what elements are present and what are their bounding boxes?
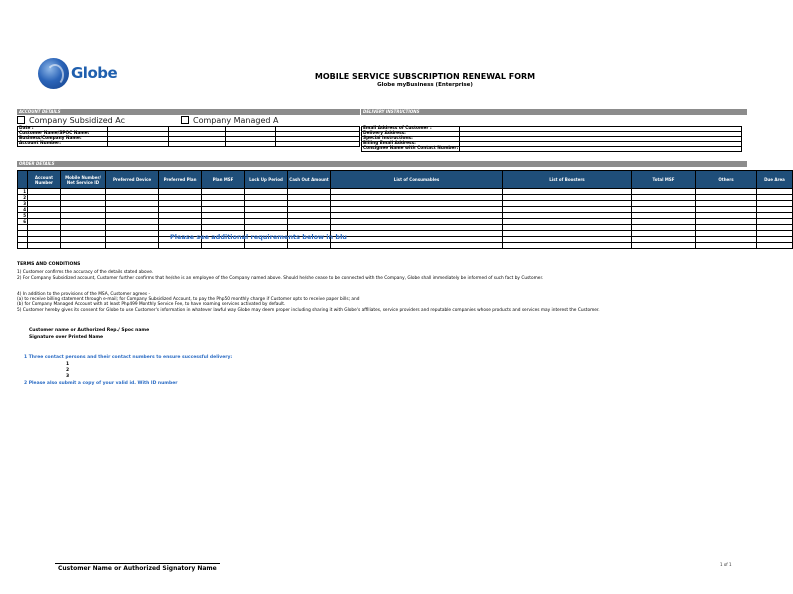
order-cell[interactable] bbox=[106, 243, 159, 249]
header-mobile-number: Mobile Number/ Net Service ID bbox=[61, 171, 106, 189]
header-list-of-consumables: List of Consumables bbox=[331, 171, 503, 189]
delivery-field-label: Consignee Name with Contact Number: bbox=[363, 146, 459, 151]
globe-icon bbox=[38, 58, 69, 89]
logo-text: Globe bbox=[71, 64, 118, 82]
order-row-number: 2 bbox=[18, 195, 28, 201]
order-row-number: 1 bbox=[18, 189, 28, 195]
delivery-row bbox=[362, 147, 742, 152]
account-field-label: Customer Name/SPOC Name: bbox=[18, 132, 108, 137]
header-account-number: Account Number bbox=[28, 171, 61, 189]
option-company-subsidized[interactable] bbox=[17, 116, 125, 125]
delivery-field-label: Special Instructions: bbox=[362, 137, 460, 142]
order-cell[interactable] bbox=[159, 243, 202, 249]
requirement-valid-id: 2 Please also submit a copy of your valid id. With ID number bbox=[24, 381, 178, 386]
account-field-input[interactable] bbox=[226, 142, 276, 147]
signature-printed-label: Signature over Printed Name bbox=[29, 335, 104, 340]
delivery-field-label: Delivery Address: bbox=[362, 132, 460, 137]
page-number: 1 of 1 bbox=[720, 562, 732, 567]
account-field-input[interactable] bbox=[276, 142, 360, 147]
terms-line: (b) for Company Managed Account with at least Php499 Monthly Service Fee, to have roaming services activated by default. bbox=[17, 302, 286, 307]
header-due-area: Due Area bbox=[757, 171, 793, 189]
option-company-managed-label: Company Managed A bbox=[193, 116, 279, 125]
contact-number: 3 bbox=[66, 374, 70, 379]
terms-line: 4) In addition to the provisions of the MSA, Customer agrees - bbox=[17, 292, 151, 297]
globe-logo bbox=[38, 58, 118, 90]
header-preferred-device: Preferred Device bbox=[106, 171, 159, 189]
row-number-header bbox=[18, 171, 28, 189]
terms-line: 2) For Company Subsidized account, Customer further confirms that he/she is an employee of the Company named above. Should he/she cease to be connected with the Company, Globe shall immediately be informed of such fact by Customer. bbox=[17, 276, 544, 281]
option-company-subsidized-label: Company Subsidized Ac bbox=[29, 116, 125, 125]
terms-line: 1) Customer confirms the accuracy of the details stated above. bbox=[17, 270, 154, 275]
order-cell[interactable] bbox=[331, 243, 503, 249]
account-field-label: Account Number: bbox=[18, 142, 108, 147]
header-preferred-plan: Preferred Plan bbox=[159, 171, 202, 189]
header-others: Others bbox=[696, 171, 757, 189]
terms-line: (a) to receive billing statement through e-mail; for Company Subsidized Account, to pay the Php50 monthly charge if Customer opts to receive paper bills; and bbox=[17, 297, 360, 302]
order-cell[interactable] bbox=[503, 243, 632, 249]
order-cell[interactable] bbox=[288, 243, 331, 249]
order-cell[interactable] bbox=[632, 243, 696, 249]
additional-requirements-note: Please see additional requirements below in blu bbox=[170, 233, 347, 241]
order-details-table bbox=[17, 170, 793, 249]
delivery-field-label: Email Address of Customer : bbox=[362, 127, 460, 132]
delivery-field-input[interactable] bbox=[460, 147, 742, 152]
header-plan-msf: Plan MSF bbox=[202, 171, 245, 189]
order-row-number bbox=[18, 243, 28, 249]
terms-heading: TERMS AND CONDITIONS bbox=[17, 262, 81, 267]
order-cell[interactable] bbox=[28, 243, 61, 249]
order-row-number: 3 bbox=[18, 201, 28, 207]
footer-signatory-label: Customer Name or Authorized Signatory Name bbox=[58, 565, 217, 572]
delivery-field-label: Billing Email Address: bbox=[362, 142, 460, 147]
form-title: MOBILE SERVICE SUBSCRIPTION RENEWAL FORM bbox=[314, 72, 536, 81]
terms-line: 5) Customer hereby gives its consent for Globe to use Customer's information in whatever lawful way Globe may deem proper including sharing it with Globe's affiliates, service providers and reputable companies whose products and services may interest the Customer. bbox=[17, 308, 600, 313]
account-field-input[interactable] bbox=[169, 142, 226, 147]
header-cash-out-amount: Cash Out Amount bbox=[288, 171, 331, 189]
account-field-label: Business/Company Name: bbox=[18, 137, 108, 142]
form-subtitle: Globe myBusiness (Enterprise) bbox=[377, 82, 473, 88]
account-field-label: Date : bbox=[18, 127, 108, 132]
delivery-instructions-table bbox=[361, 126, 742, 152]
order-cell[interactable] bbox=[696, 243, 757, 249]
order-cell[interactable] bbox=[61, 243, 106, 249]
order-rows bbox=[18, 189, 793, 249]
order-row bbox=[18, 243, 793, 249]
account-field-input[interactable] bbox=[108, 142, 169, 147]
signature-line bbox=[55, 563, 220, 564]
order-row-number: 6 bbox=[18, 219, 28, 225]
header-list-of-boosters: List of Boosters bbox=[503, 171, 632, 189]
delivery-instructions-bar: DELIVERY INSTRUCTIONS bbox=[361, 109, 747, 115]
header-lock-up-period: Lock Up Period bbox=[245, 171, 288, 189]
order-cell[interactable] bbox=[245, 243, 288, 249]
requirement-contacts: 1 Three contact persons and their contact numbers to ensure successful delivery: bbox=[24, 355, 233, 360]
option-company-managed[interactable] bbox=[181, 116, 279, 125]
signature-name-label: Customer name or Authorized Rep./ Spoc name bbox=[29, 328, 150, 333]
contact-number: 2 bbox=[66, 368, 70, 373]
checkbox-icon[interactable] bbox=[181, 116, 189, 124]
order-cell[interactable] bbox=[757, 243, 793, 249]
order-header-row bbox=[18, 171, 793, 189]
account-details-bar: ACCOUNT DETAILS bbox=[17, 109, 360, 115]
account-details-table bbox=[17, 126, 360, 147]
order-row-number: 4 bbox=[18, 207, 28, 213]
contact-number: 1 bbox=[66, 362, 70, 367]
order-row-number: 5 bbox=[18, 213, 28, 219]
checkbox-icon[interactable] bbox=[17, 116, 25, 124]
order-cell[interactable] bbox=[202, 243, 245, 249]
account-row bbox=[18, 142, 360, 147]
order-details-bar: ORDER DETAILS bbox=[17, 161, 747, 167]
header-total-msf: Total MSF bbox=[632, 171, 696, 189]
